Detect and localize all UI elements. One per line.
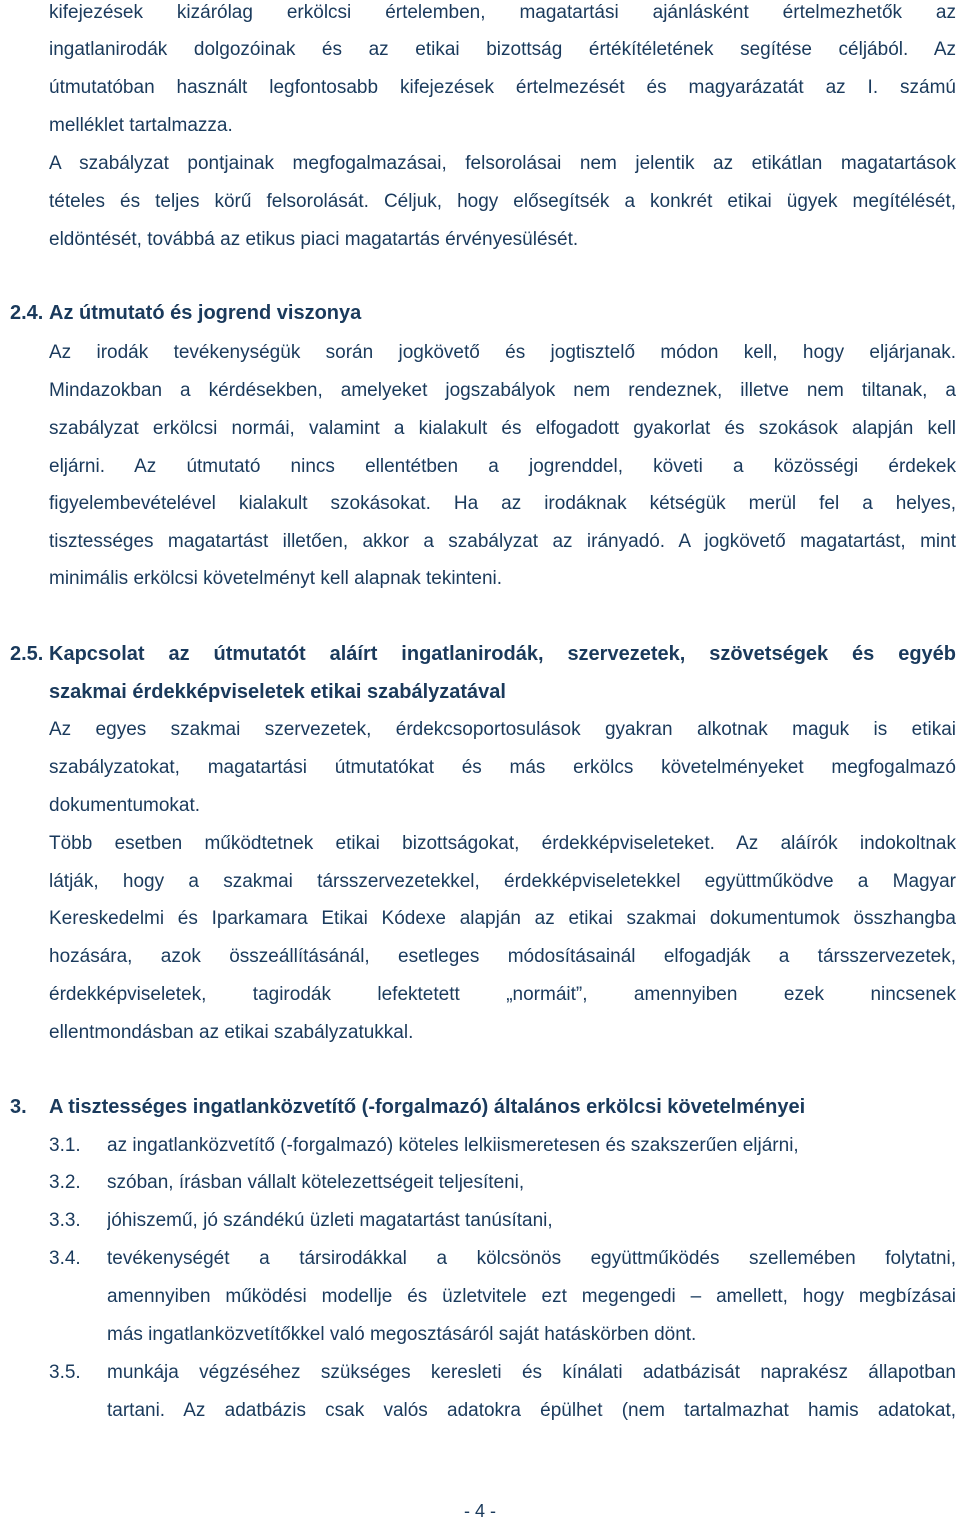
item-3-5-line-2: tartani. Az adatbázis csak valós adatokra épülhet (nem tartalmazhat hamis adatokat, [107, 1400, 956, 1421]
section-2-5-number: 2.5. [10, 643, 44, 665]
item-3-2-number: 3.2. [49, 1172, 81, 1193]
intro-line-4: melléklet tartalmazza. [49, 115, 233, 136]
intro-line-3: útmutatóban használt legfontosabb kifejezések értelmezését és magyarázatát az I. számú [49, 77, 956, 98]
section-2-5-title-line-2: szakmai érdekképviseletek etikai szabályzatával [49, 681, 506, 703]
item-3-4-line-2: amennyiben működési modellje és üzletvitele ezt megengedi – amellett, hogy megbízásai [107, 1286, 956, 1307]
section-2-5-title-line-1: Kapcsolat az útmutatót aláírt ingatlanirodák, szervezetek, szövetségek és egyéb [49, 643, 956, 665]
item-3-5-line-1: munkája végzéséhez szükséges keresleti és kínálati adatbázisát naprakész állapotban [107, 1362, 956, 1383]
section-2-4-line-7: minimális erkölcsi követelményt kell alapnak tekinteni. [49, 568, 503, 589]
section-2-5-para2-line-6: ellentmondásban az etikai szabályzatukkal. [49, 1022, 414, 1043]
section-2-4-line-6: tisztességes magatartást illetően, akkor a szabályzat az irányadó. A jogkövető magatartást, mint [49, 531, 956, 552]
section-2-5-para1-line-2: szabályzatokat, magatartási útmutatókat és más erkölcs követelményeket megfogalmazó [49, 757, 956, 778]
item-3-4-number: 3.4. [49, 1248, 81, 1269]
section-2-5-para1-line-3: dokumentumokat. [49, 795, 201, 816]
section-2-4-heading [10, 300, 361, 326]
section-2-5-para2-line-5: érdekképviseletek, tagirodák lefektetett „normáit”, amennyiben ezek nincsenek [49, 984, 956, 1005]
intro-line-1: kifejezések kizárólag erkölcsi értelemben, magatartási ajánlásként értelmezhetők az [49, 2, 956, 23]
section-2-5-para2-line-1: Több esetben működtetnek etikai bizottságokat, érdekképviseleteket. Az aláírók indokoltnak [49, 833, 956, 854]
section-2-4-line-2: Mindazokban a kérdésekben, amelyeket jogszabályok nem rendeznek, illetve nem tiltanak, a [49, 380, 956, 401]
item-3-1-line-1: az ingatlanközvetítő (-forgalmazó) köteles lelkiismeretesen és szakszerűen eljárni, [107, 1135, 799, 1156]
section-2-5-para2-line-3: Kereskedelmi és Iparkamara Etikai Kódexe alapján az etikai szakmai dokumentumok összhangba [49, 908, 956, 929]
section-2-5-heading [10, 641, 956, 667]
intro-line-5: A szabályzat pontjainak megfogalmazásai, felsorolásai nem jelentik az etikátlan magatartások [49, 153, 956, 174]
section-2-4-title: Az útmutató és jogrend viszonya [49, 302, 362, 324]
section-3-number: 3. [10, 1096, 27, 1118]
section-3-title: A tisztességes ingatlanközvetítő (-forgalmazó) általános erkölcsi követelményei [49, 1096, 806, 1118]
item-3-1-number: 3.1. [49, 1135, 81, 1156]
item-3-4-line-3: más ingatlanközvetítőkkel való megosztásáról saját hatáskörben dönt. [107, 1324, 697, 1345]
section-2-4-line-3: szabályzat erkölcsi normái, valamint a kialakult és elfogadott gyakorlat és szokások alapján kell [49, 418, 956, 439]
section-2-4-line-5: figyelembevételével kialakult szokásokat. Ha az irodáknak kétségük merül fel a helyes, [49, 493, 956, 514]
section-2-4-line-4: eljárni. Az útmutató nincs ellentétben a jogrenddel, követi a közösségi érdekek [49, 456, 956, 477]
section-2-5-para2-line-2: látják, hogy a szakmai társszervezetekkel, érdekképviseletekkel együttműködve a Magyar [49, 871, 956, 892]
item-3-3-line-1: jóhiszemű, jó szándékú üzleti magatartást tanúsítani, [107, 1210, 553, 1231]
section-2-4-number: 2.4. [10, 302, 44, 324]
item-3-2-line-1: szóban, írásban vállalt kötelezettségeit teljesíteni, [107, 1172, 525, 1193]
item-3-3-number: 3.3. [49, 1210, 81, 1231]
section-3-heading [10, 1094, 805, 1120]
intro-line-7: eldöntését, továbbá az etikus piaci magatartás érvényesülését. [49, 229, 579, 250]
section-2-5-para1-line-1: Az egyes szakmai szervezetek, érdekcsoportosulások gyakran alkotnak maguk is etikai [49, 719, 956, 740]
intro-line-2: ingatlanirodák dolgozóinak és az etikai bizottság értékítéletének segítése céljából. Az [49, 39, 956, 60]
item-3-5-number: 3.5. [49, 1362, 81, 1383]
item-3-4-line-1: tevékenységét a társirodákkal a kölcsönös együttműködés szellemében folytatni, [107, 1248, 956, 1269]
section-2-5-para2-line-4: hozására, azok összeállításánál, esetleges módosításainál elfogadják a társszervezetek, [49, 946, 956, 967]
page-number: - 4 - [463, 1501, 496, 1521]
section-2-4-line-1: Az irodák tevékenységük során jogkövető és jogtisztelő módon kell, hogy eljárjanak. [49, 342, 956, 363]
intro-line-6: tételes és teljes körű felsorolását. Céljuk, hogy elősegítsék a konkrét etikai ügyek megítélését, [49, 191, 956, 212]
